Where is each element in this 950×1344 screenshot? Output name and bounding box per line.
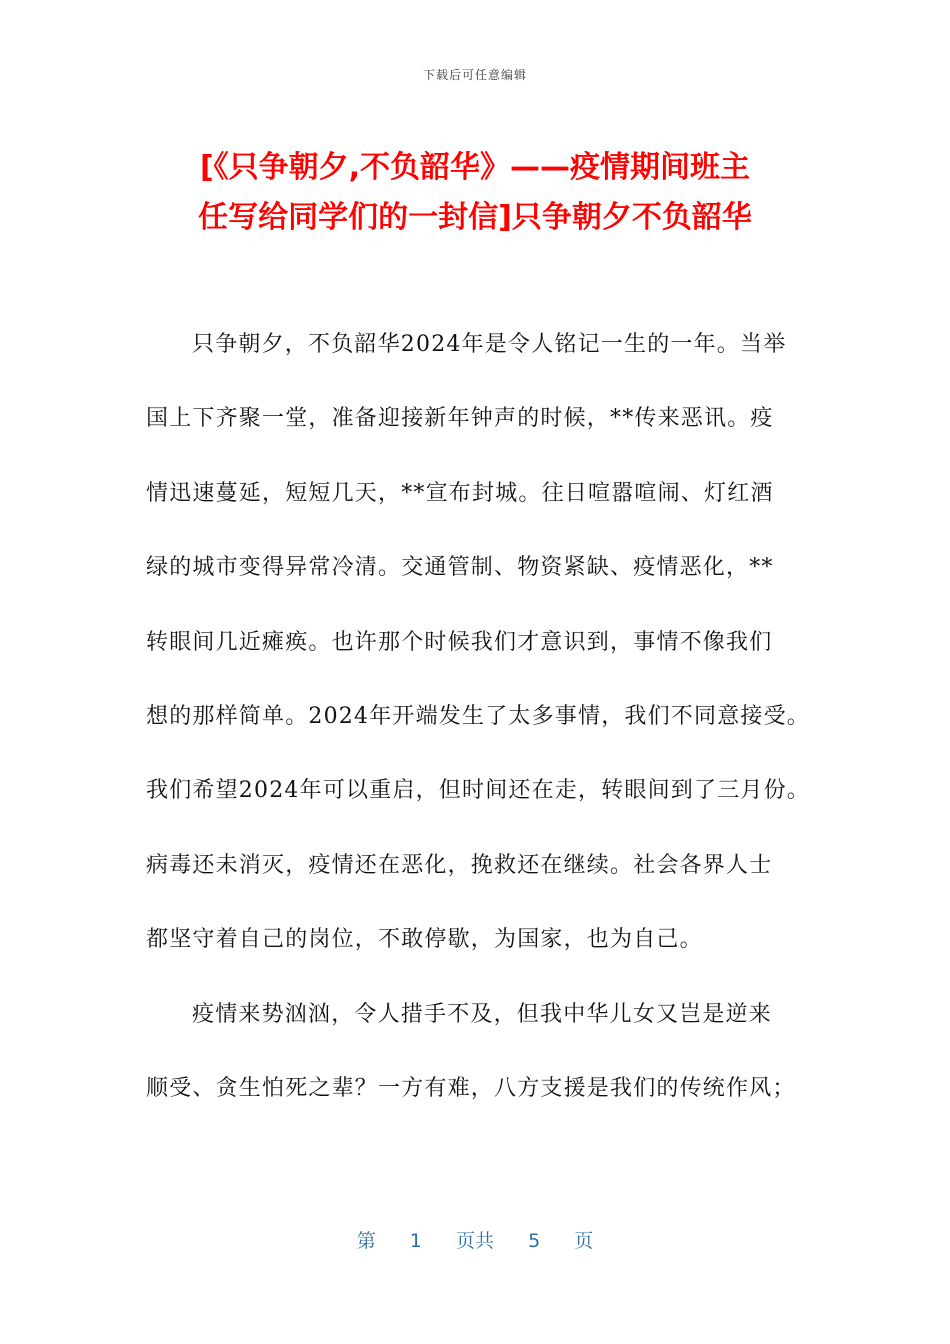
- current-page-number: 1: [409, 1230, 422, 1252]
- body-line: 国上下齐聚一堂，准备迎接新年钟声的时候，**传来恶讯。疫: [146, 406, 774, 432]
- body-line: 病毒还未消灭，疫情还在恶化，挽救还在继续。社会各界人士: [146, 852, 773, 878]
- body-line: 转眼间几近瘫痪。也许那个时候我们才意识到，事情不像我们: [146, 629, 773, 655]
- total-pages-number: 5: [528, 1230, 541, 1252]
- page-footer: [0, 1226, 950, 1253]
- body-line: 疫情来势汹汹，令人措手不及，但我中华儿女又岂是逆来: [192, 1001, 773, 1027]
- document-title: [110, 143, 840, 243]
- body-line: 我们希望2024年可以重启，但时间还在走，转眼间到了三月份。: [146, 778, 810, 804]
- body-line: 情迅速蔓延，短短几天，**宣布封城。往日喧嚣喧闹、灯红酒: [146, 480, 774, 506]
- body-line: 顺受、贪生怕死之辈？一方有难，八方支援是我们的传统作风；: [146, 1075, 796, 1101]
- header-note: 下载后可任意编辑: [422, 68, 527, 82]
- body-line: 想的那样简单。2024年开端发生了太多事情，我们不同意接受。: [146, 703, 810, 729]
- body-line: 只争朝夕，不负韶华2024年是令人铭记一生的一年。当举: [192, 332, 787, 357]
- footer-suffix: 页: [574, 1230, 594, 1252]
- footer-prefix: 第: [356, 1230, 376, 1252]
- title-line-1: [《只争朝夕,不负韶华》——疫情期间班主: [199, 150, 751, 185]
- body-text: [146, 320, 816, 1138]
- body-line: 都坚守着自己的岗位，不敢停歇，为国家，也为自己。: [146, 927, 703, 953]
- body-line: 绿的城市变得异常冷清。交通管制、物资紧缺、疫情恶化，**: [146, 555, 774, 581]
- footer-mid: 页共: [455, 1230, 494, 1252]
- title-line-2: 任写给同学们的一封信]只争朝夕不负韶华: [198, 200, 752, 235]
